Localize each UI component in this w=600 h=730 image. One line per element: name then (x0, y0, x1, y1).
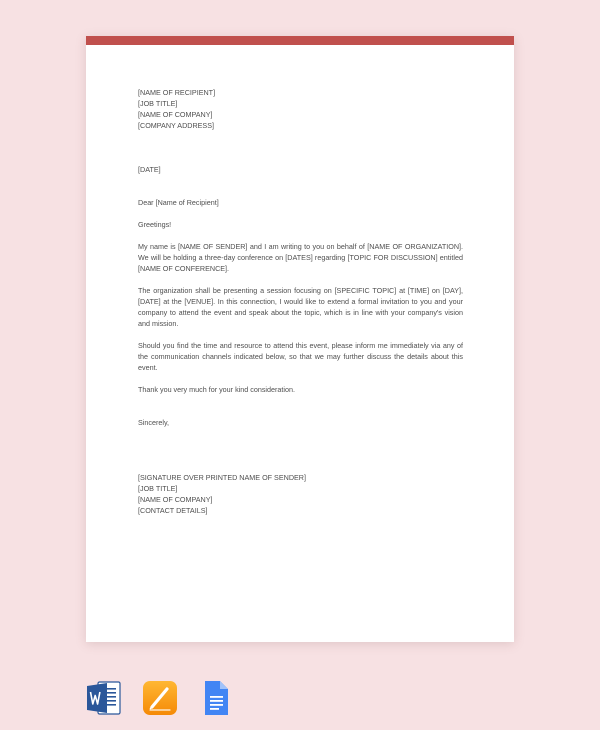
closing: Sincerely, (138, 418, 170, 427)
sender-company: [NAME OF COMPANY] (138, 495, 213, 504)
letter-body (138, 87, 463, 516)
pages-icon[interactable] (142, 680, 178, 716)
paragraph-intro: My name is [NAME OF SENDER] and I am writing to you on behalf of [NAME OF ORGANIZATION]. We will be holding a three-day conference on [DATES] regarding [TOPIC FOR DISCUSSION] entitled [NAME OF CONFERENCE]. (138, 242, 463, 273)
paragraph-thanks: Thank you very much for your kind consideration. (138, 385, 296, 394)
sender-job-title: [JOB TITLE] (138, 484, 178, 493)
greeting: Greetings! (138, 220, 172, 229)
recipient-name: [NAME OF RECIPIENT] (138, 88, 216, 97)
paragraph-request: Should you find the time and resource to attend this event, please inform me immediately via any of the communication channels indicated below, so that we may further discuss the details about this event. (138, 341, 463, 372)
sender-contact: [CONTACT DETAILS] (138, 506, 208, 515)
format-icons (86, 680, 234, 716)
google-docs-icon[interactable] (198, 680, 234, 716)
recipient-address: [COMPANY ADDRESS] (138, 121, 215, 130)
word-icon[interactable] (86, 680, 122, 716)
recipient-company: [NAME OF COMPANY] (138, 110, 213, 119)
recipient-job-title: [JOB TITLE] (138, 99, 178, 108)
page-accent-bar (86, 36, 514, 45)
salutation: Dear [Name of Recipient] (138, 198, 219, 207)
paragraph-invitation: The organization shall be presenting a session focusing on [SPECIFIC TOPIC] at [TIME] on [DAY], [DATE] at the [VENUE]. In this connection, I would like to extend a formal invitation to you and your company to attend the event and speak about the topic, which is in line with your company's vision and mission. (138, 286, 463, 328)
letter-page (86, 36, 514, 642)
sender-signature: [SIGNATURE OVER PRINTED NAME OF SENDER] (138, 473, 306, 482)
letter-date: [DATE] (138, 165, 161, 174)
